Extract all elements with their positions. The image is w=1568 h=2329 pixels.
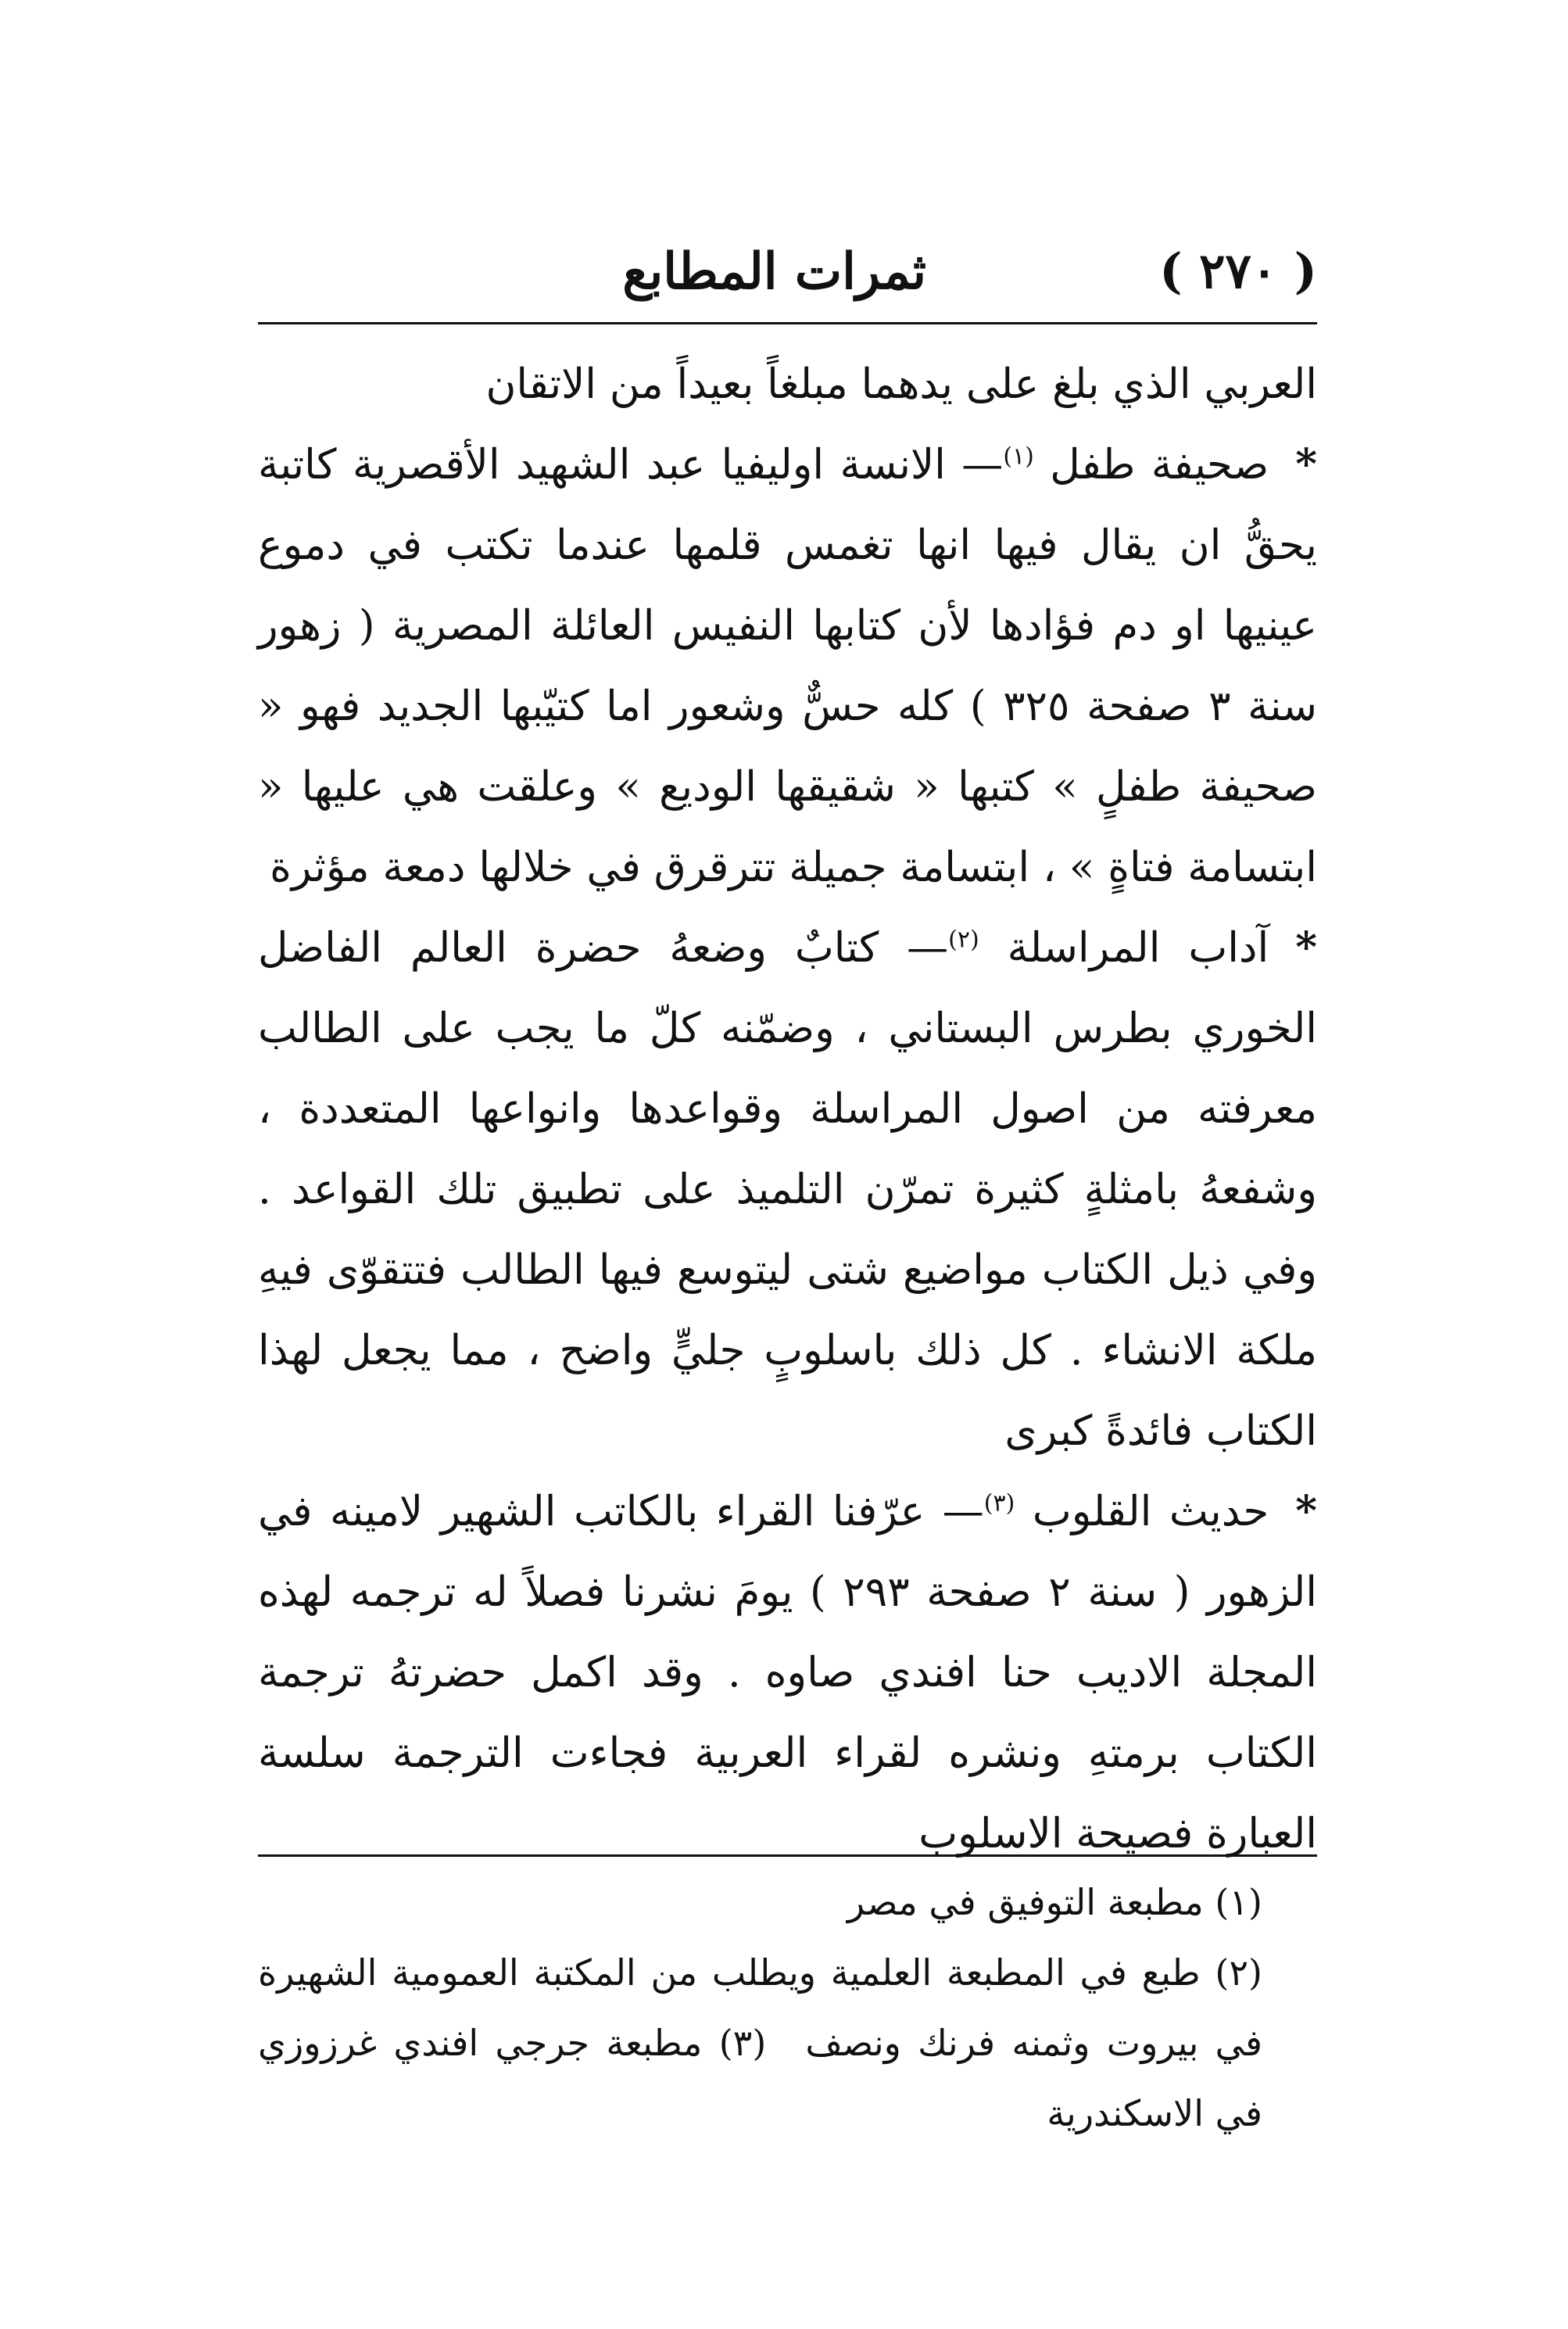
entry-title: آداب المراسلة <box>1007 924 1269 972</box>
page-header <box>258 235 1317 321</box>
footnote-2-text: (٢) طبع في المطبعة العلمية ويطلب من المكتبة العمومية الشهيرة في بيروت وثمنه فرنك ونصف <box>258 1951 1262 2064</box>
entry-bullet: * <box>1295 440 1317 489</box>
footnote-2 <box>258 1937 1317 2148</box>
entry-paragraph-3 <box>258 1471 1317 1874</box>
entry-text: — الانسة اوليفيا عبد الشهيد الأقصرية كاتبة يحقُّ ان يقال فيها انها تغمس قلمها عندما تكتب في دموع عينيها او دم فؤادها لأن كتابها النفيس العائلة المصرية ( زهور سنة ٣ صفحة ٣٢٥ ) كله حسٌّ وشعور اما كتيّبها الجديد فهو « صحيفة طفلٍ » كتبها « شقيقها الوديع » وعلقت هي عليها « ابتسامة فتاةٍ » ، ابتسامة جميلة تترقرق في خلالها دمعة مؤثرة <box>258 441 1317 891</box>
header-rule <box>258 322 1317 324</box>
footnote-ref: (١) <box>1003 443 1034 471</box>
entry-paragraph-1 <box>258 425 1317 908</box>
page-number: ( ٢٧٠ ) <box>1159 242 1317 299</box>
continuation-paragraph: العربي الذي بلغ على يدهما مبلغاً بعيداً من الاتقان <box>485 360 1317 408</box>
body-text <box>258 344 1317 1874</box>
entry-text: — كتابٌ وضعهُ حضرة العالم الفاضل الخوري بطرس البستاني ، وضمّنه كلّ ما يجب على الطالب معرفته من اصول المراسلة وقواعدها وانواعها المتعددة ، وشفعهُ بامثلةٍ كثيرة تمرّن التلميذ على تطبيق تلك القواعد . وفي ذيل الكتاب مواضيع شتى ليتوسع فيها الطالب فتتقوّى فيهِ ملكة الانشاء . كل ذلك باسلوبٍ جليٍّ واضح ، مما يجعل لهذا الكتاب فائدةً كبرى <box>258 924 1317 1455</box>
footnote-1: (١) مطبعة التوفيق في مصر <box>847 1881 1262 1923</box>
footnote-ref: (٢) <box>948 926 979 954</box>
footnote-ref: (٣) <box>983 1489 1015 1517</box>
entry-bullet: * <box>1295 923 1317 972</box>
running-title: ثمرات المطابع <box>622 242 926 301</box>
entry-paragraph-2 <box>258 908 1317 1471</box>
footnotes <box>258 1867 1317 2148</box>
footnote-3: (٣) مطبعة جرجي افندي غرزوزي في الاسكندرية <box>258 2022 1262 2134</box>
entry-title: حديث القلوب <box>1032 1488 1269 1535</box>
entry-title: صحيفة طفل <box>1050 441 1269 489</box>
entry-bullet: * <box>1295 1487 1317 1535</box>
entry-text: — عرّفنا القراء بالكاتب الشهير لامينه في الزهور ( سنة ٢ صفحة ٢٩٣ ) يومَ نشرنا فصلاً له ترجمه لهذه المجلة الاديب حنا افندي صاوه . وقد اكمل حضرتهُ ترجمة الكتاب برمتهِ ونشره لقراء العربية فجاءت الترجمة سلسة العبارة فصيحة الاسلوب <box>258 1488 1318 1858</box>
footnote-rule <box>258 1854 1317 1857</box>
